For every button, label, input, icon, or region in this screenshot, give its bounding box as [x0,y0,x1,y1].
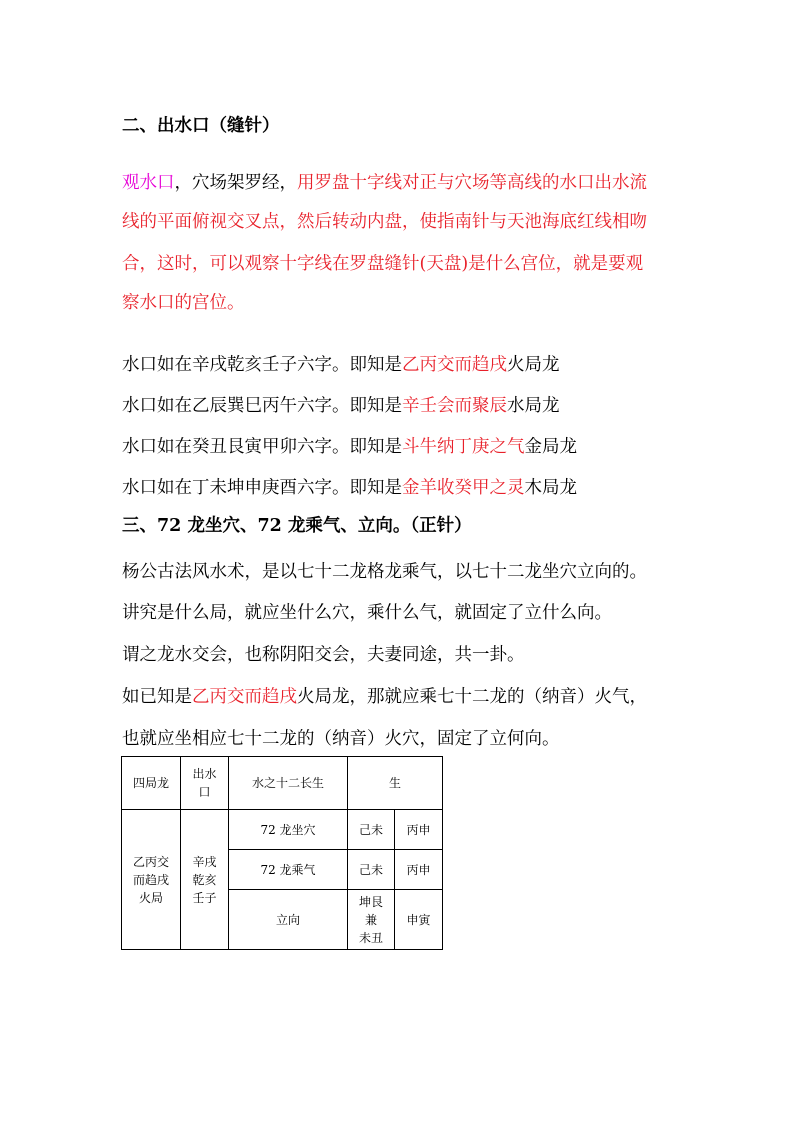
header-cell: 生 [348,757,443,810]
rule-suffix: 火局龙 [507,355,560,375]
body-line-1: 杨公古法风水术，是以七十二龙格龙乘气，以七十二龙坐穴立向的。 [122,562,647,582]
rule-prefix: 水口如在癸丑艮寅甲卯六字。即知是 [122,437,402,457]
rule-key: 金羊收癸甲之灵 [402,478,525,498]
rule-key: 斗牛纳丁庚之气 [402,437,525,457]
paragraph-line-4: 察水口的宫位。 [122,293,245,313]
table-header-row [122,757,443,810]
body-line-4 [122,685,647,709]
highlight-term: 观水口 [122,173,175,193]
table-row [122,810,443,850]
cell-text: 壬子 [192,890,217,905]
section2-title: 二、出水口（缝针） [122,116,280,136]
body-line-2: 讲究是什么局，就应坐什么穴，乘什么气，就固定了立什么向。 [122,603,612,623]
header-text: 口 [198,785,211,799]
plain-text: 火局龙，那就应乘七十二龙的（纳音）火气， [297,687,647,707]
table-cell: 申寅 [395,890,443,950]
body-line-3: 谓之龙水交会，也称阴阳交会，夫妻同途，共一卦。 [122,645,525,665]
rule-prefix: 水口如在丁未坤申庚酉六字。即知是 [122,478,402,498]
row-label: 立向 [229,890,348,950]
rule-line-4 [122,476,577,500]
red-text: 用罗盘十字线对正与穴场等高线的水口出水流 [297,173,647,193]
body-line-5: 也就应坐相应七十二龙的（纳音）火穴，固定了立何向。 [122,729,560,749]
paragraph-line-1 [122,171,647,195]
header-text: 出水 [192,767,217,781]
rule-suffix: 木局龙 [524,478,577,498]
section3-title: 三、72 龙坐穴、72 龙乘气、立向。（正针） [122,516,472,536]
row-label: 72 龙坐穴 [229,810,348,850]
header-cell [181,757,229,810]
rule-suffix: 水局龙 [507,396,560,416]
rule-key: 乙丙交而趋戌 [402,355,507,375]
plain-text: ，穴场架罗经， [174,173,297,193]
rule-prefix: 水口如在辛戌乾亥壬子六字。即知是 [122,355,402,375]
cell-text: 火局 [138,890,163,905]
header-cell: 水之十二长生 [229,757,348,810]
red-text: 乙丙交而趋戌 [192,687,297,707]
cell-text: 辛戌 [192,854,217,869]
cell-text: 兼 [364,912,377,927]
outlet-cell [181,810,229,950]
header-cell: 四局龙 [122,757,181,810]
paragraph-line-2: 线的平面俯视交叉点，然后转动内盘，使指南针与天池海底红线相吻 [122,212,647,232]
cell-text: 未丑 [358,930,383,945]
dragon-table [121,756,443,950]
rule-line-1 [122,353,560,377]
cell-text: 乙丙交 [132,854,169,869]
cell-text: 乾亥 [192,872,217,887]
rule-prefix: 水口如在乙辰巽巳丙午六字。即知是 [122,396,402,416]
rule-line-2 [122,394,560,418]
table-cell: 己未 [348,850,395,890]
rule-key: 辛壬会而聚辰 [402,396,507,416]
rule-suffix: 金局龙 [524,437,577,457]
cell-text: 坤艮 [358,894,383,909]
table-cell: 丙申 [395,810,443,850]
table-cell: 丙申 [395,850,443,890]
table-cell: 己未 [348,810,395,850]
rule-line-3 [122,435,577,459]
table-cell [348,890,395,950]
row-label: 72 龙乘气 [229,850,348,890]
cell-text: 而趋戌 [132,872,169,887]
paragraph-line-3: 合，这时，可以观察十字线在罗盘缝针(天盘)是什么宫位，就是要观 [122,254,644,274]
plain-text: 如已知是 [122,687,192,707]
dragon-cell [122,810,181,950]
